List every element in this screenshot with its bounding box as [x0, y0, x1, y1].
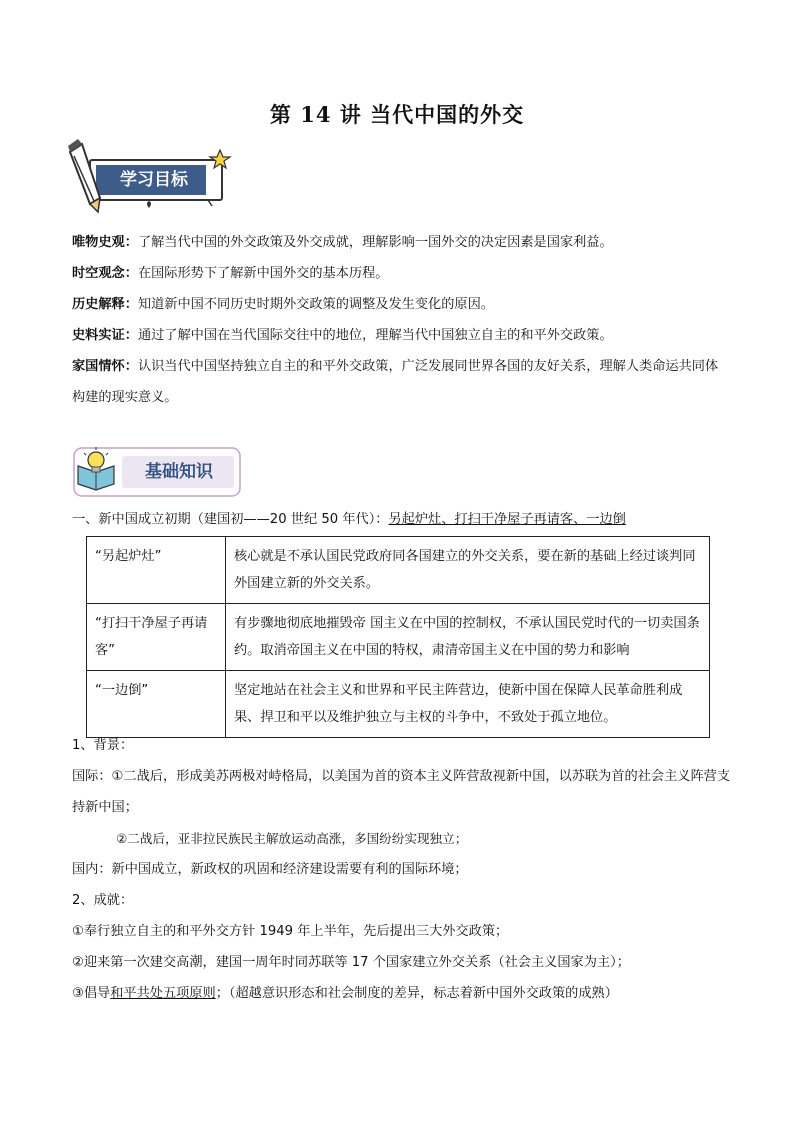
table-cell-key: “一边倒”: [87, 671, 226, 738]
learning-objectives-banner: [68, 138, 233, 216]
table-cell-value: 有步骤地彻底地摧毁帝 国主义在中国的控制权，不承认国民党时代的一切卖国条约。取消帝国主义在中国的特权，肃清帝国主义在中国的势力和影响: [226, 604, 710, 671]
background-heading: 1、背景：: [72, 738, 134, 753]
section-heading: 一、新中国成立初期（建国初——20 世纪 50 年代）：另起炉灶、打扫干净屋子再请客、一边倒: [72, 512, 626, 527]
table-row: [87, 537, 710, 604]
table-cell-key: “另起炉灶”: [87, 537, 226, 604]
objective-1: 唯物史观：了解当代中国的外交政策及外交成就，理解影响一国外交的决定因素是国家利益。: [72, 235, 613, 250]
background-international-1: 国际：①二战后，形成美苏两极对峙格局，以美国为首的资本主义阵营敌视新中国，以苏联为首的社会主义阵营支持新中国；: [72, 769, 731, 815]
table-row: [87, 604, 710, 671]
table-cell-key: “打扫干净屋子再请客”: [87, 604, 226, 671]
page-title: 第 14 讲 当代中国的外交: [269, 102, 525, 127]
objective-5: 家国情怀：认识当代中国坚持独立自主的和平外交政策，广泛发展同世界各国的友好关系，理解人类命运共同体构建的现实意义。: [72, 359, 719, 405]
background-domestic: 国内：新中国成立，新政权的巩固和经济建设需要有利的国际环境；: [72, 862, 468, 877]
achievement-2: ②迎来第一次建交高潮，建国一周年时同苏联等 17 个国家建立外交关系（社会主义国家为主）；: [72, 955, 630, 970]
objective-3: 历史解释：知道新中国不同历史时期外交政策的调整及发生变化的原因。: [72, 297, 494, 312]
banner-title: 基础知识: [145, 462, 213, 482]
background-international-2: ②二战后，亚非拉民族民主解放运动高涨，多国纷纷实现独立；: [116, 831, 468, 846]
table-cell-value: 坚定地站在社会主义和世界和平民主阵营边，使新中国在保障人民革命胜利成果、捍卫和平以及维护独立与主权的斗争中，不致处于孤立地位。: [226, 671, 710, 738]
achievement-3: ③倡导和平共处五项原则；（超越意识形态和社会制度的差异，标志着新中国外交政策的成熟）: [72, 986, 618, 1001]
table-row: [87, 671, 710, 738]
policy-table: [86, 536, 710, 738]
achievements-heading: 2、成就：: [72, 893, 134, 908]
banner-title: 学习目标: [120, 170, 188, 190]
table-cell-value: 核心就是不承认国民党政府同各国建立的外交关系，要在新的基础上经过谈判同外国建立新的外交关系。: [226, 537, 710, 604]
achievement-1: ①奉行独立自主的和平外交方针 1949 年上半年，先后提出三大外交政策；: [72, 924, 509, 939]
objective-4: 史料实证：通过了解中国在当代国际交往中的地位，理解当代中国独立自主的和平外交政策。: [72, 328, 613, 343]
objective-2: 时空观念：在国际形势下了解新中国外交的基本历程。: [72, 266, 389, 281]
basic-knowledge-banner: [70, 444, 242, 500]
